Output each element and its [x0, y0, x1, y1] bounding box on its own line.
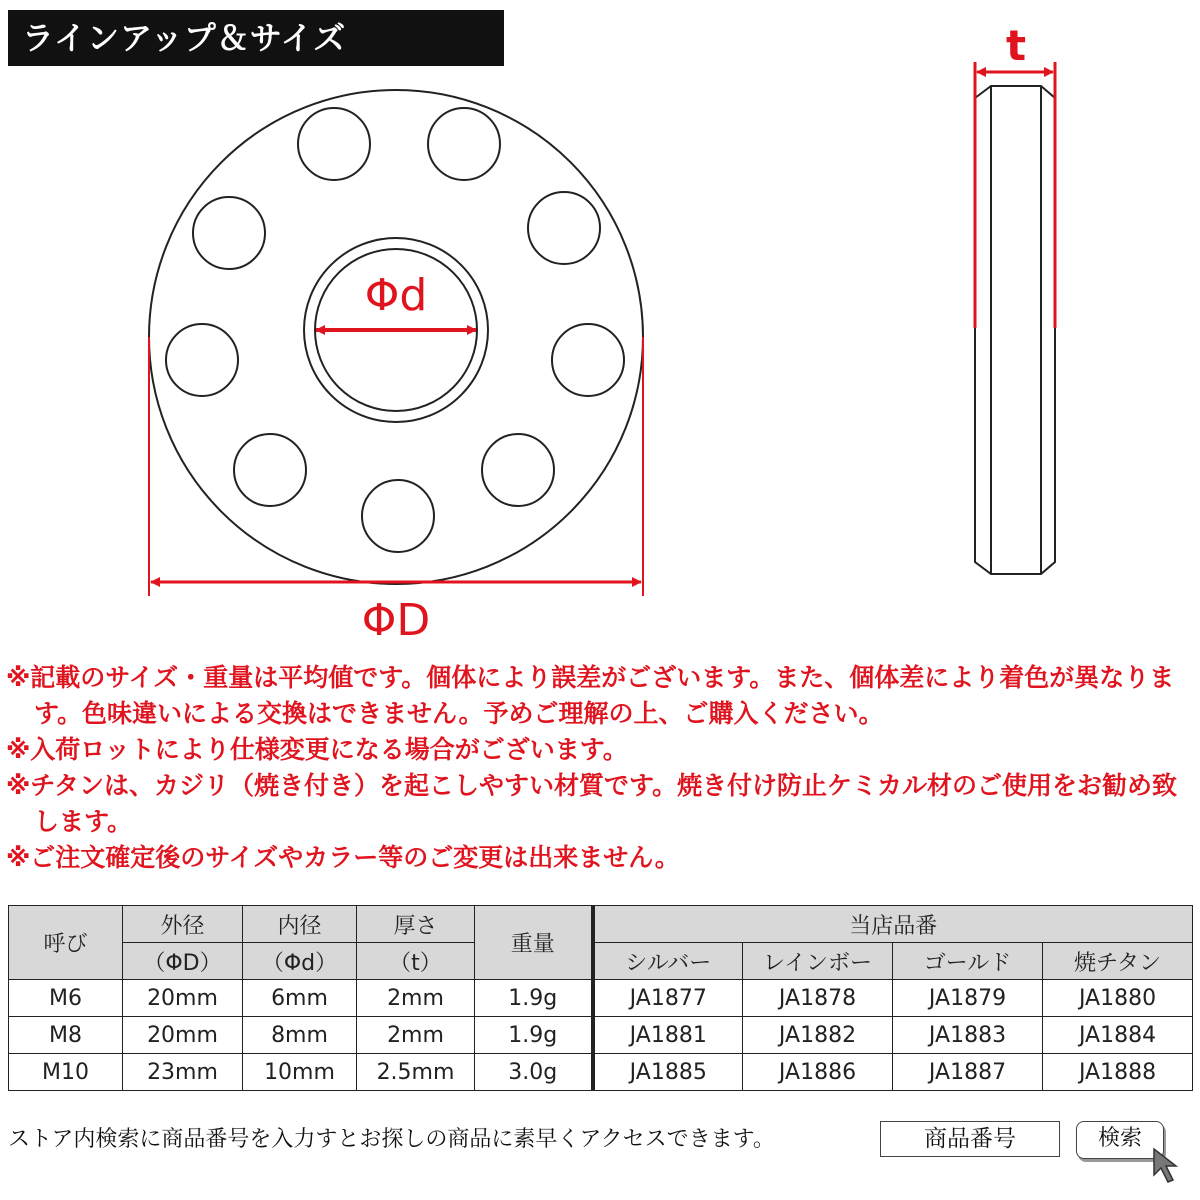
search-button[interactable]: 検索: [1076, 1121, 1164, 1159]
header-color-silver: シルバー: [593, 943, 743, 980]
cell-inner: 8mm: [243, 1017, 357, 1054]
notes-list: [6, 660, 1196, 876]
cell-code-rainbow: JA1878: [743, 980, 893, 1017]
cell-code-gold: JA1883: [893, 1017, 1043, 1054]
thickness-label: t: [1005, 21, 1027, 70]
header-store-number: 当店品番: [593, 906, 1193, 943]
table-row: [9, 1054, 1193, 1091]
cell-thickness: 2mm: [357, 980, 475, 1017]
table-row: [9, 980, 1193, 1017]
note-item: ※記載のサイズ・重量は平均値です。個体により誤差がございます。また、個体差により着色が異なります。色味違いによる交換はできません。予めご理解の上、ご購入ください。: [6, 663, 1175, 728]
cell-code-rainbow: JA1886: [743, 1054, 893, 1091]
cell-size: M6: [9, 980, 123, 1017]
page-title: ラインアップ＆サイズ: [8, 10, 504, 66]
header-color-rainbow: レインボー: [743, 943, 893, 980]
cell-weight: 1.9g: [475, 1017, 593, 1054]
cell-outer: 20mm: [123, 1017, 243, 1054]
cell-thickness: 2mm: [357, 1017, 475, 1054]
header-inner: 内径: [243, 906, 357, 943]
header-color-burnt-titanium: 焼チタン: [1043, 943, 1193, 980]
note-item: ※入荷ロットにより仕様変更になる場合がございます。: [6, 735, 628, 764]
cell-inner: 6mm: [243, 980, 357, 1017]
cell-code-burnt-titanium: JA1884: [1043, 1017, 1193, 1054]
cell-code-silver: JA1877: [593, 980, 743, 1017]
cell-outer: 20mm: [123, 980, 243, 1017]
inner-diameter-label: Φd: [364, 270, 428, 321]
cell-thickness: 2.5mm: [357, 1054, 475, 1091]
cell-size: M8: [9, 1017, 123, 1054]
header-color-gold: ゴールド: [893, 943, 1043, 980]
cell-code-gold: JA1887: [893, 1054, 1043, 1091]
outer-diameter-dimension: [149, 337, 643, 596]
header-thickness: 厚さ: [357, 906, 475, 943]
cell-weight: 3.0g: [475, 1054, 593, 1091]
cell-outer: 23mm: [123, 1054, 243, 1091]
thickness-dimension: [975, 62, 1055, 328]
header-outer: 外径: [123, 906, 243, 943]
cell-code-silver: JA1881: [593, 1017, 743, 1054]
header-thickness-symbol: （t）: [357, 943, 475, 980]
washer-side-view: [975, 86, 1055, 574]
search-hint-text: ストア内検索に商品番号を入力すとお探しの商品に素早くアクセスできます。: [8, 1127, 775, 1152]
outer-diameter-label: ΦD: [361, 595, 431, 646]
header-nominal: 呼び: [9, 906, 123, 980]
note-item: ※チタンは、カジリ（焼き付き）を起こしやすい材質です。焼き付け防止ケミカル材のご使用をお勧め致します。: [6, 771, 1178, 836]
search-input[interactable]: 商品番号: [880, 1121, 1060, 1157]
cell-inner: 10mm: [243, 1054, 357, 1091]
table-row: [9, 1017, 1193, 1054]
cell-code-rainbow: JA1882: [743, 1017, 893, 1054]
washer-front-view: [149, 90, 643, 584]
cell-code-burnt-titanium: JA1888: [1043, 1054, 1193, 1091]
header-inner-symbol: （Φd）: [243, 943, 357, 980]
header-outer-symbol: （ΦD）: [123, 943, 243, 980]
cell-code-burnt-titanium: JA1880: [1043, 980, 1193, 1017]
cell-size: M10: [9, 1054, 123, 1091]
header-weight: 重量: [475, 906, 593, 980]
cell-code-gold: JA1879: [893, 980, 1043, 1017]
note-item: ※ご注文確定後のサイズやカラー等のご変更は出来ません。: [6, 843, 680, 872]
cell-weight: 1.9g: [475, 980, 593, 1017]
pointer-cursor-icon: [1150, 1145, 1192, 1187]
cell-code-silver: JA1885: [593, 1054, 743, 1091]
spec-table: [8, 905, 1193, 1091]
